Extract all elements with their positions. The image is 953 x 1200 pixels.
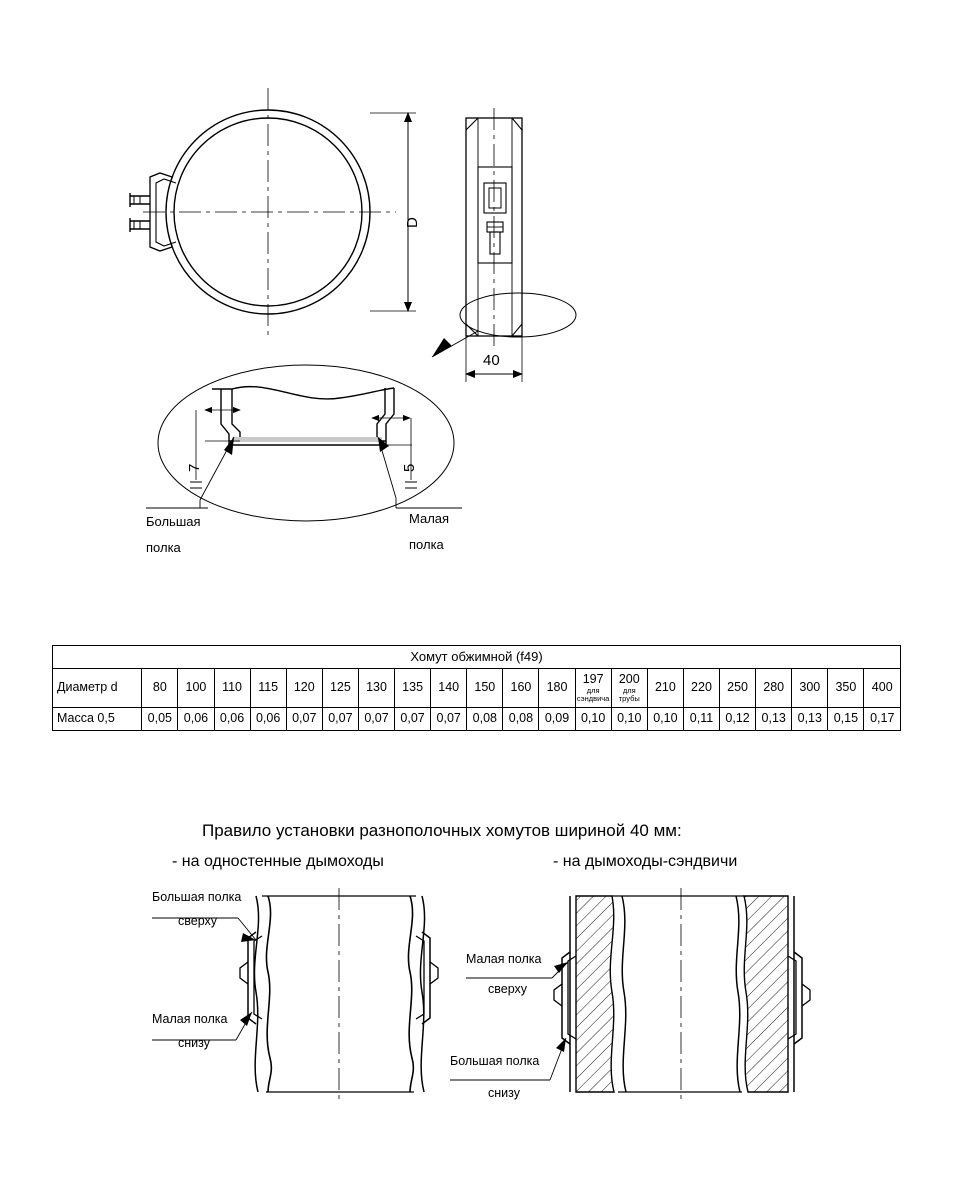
- diameter-cell-pipe: [611, 669, 647, 708]
- mass-cell: 0,08: [467, 708, 503, 731]
- spec-table: [52, 645, 901, 731]
- diameter-value: 250: [727, 680, 749, 695]
- diameter-value: 197: [582, 672, 604, 687]
- right-bottom-label-line1: Большая полка: [450, 1054, 540, 1068]
- diameter-value: 300: [799, 680, 821, 695]
- diameter-cell: [395, 669, 431, 708]
- diameter-value: 115: [258, 680, 279, 695]
- diameter-cell: [322, 669, 358, 708]
- diameter-cell: [792, 669, 828, 708]
- mass-cell: 0,10: [647, 708, 683, 731]
- mass-cell: 0,06: [250, 708, 286, 731]
- mass-cell: 0,09: [539, 708, 575, 731]
- diameter-value: 200: [618, 672, 640, 687]
- callout-big-flange-line1: Большая: [146, 514, 201, 529]
- table-diameter-row: [53, 669, 901, 708]
- row-label-diameter: Диаметр d: [53, 669, 142, 708]
- dimension-big-flange-label: 7: [186, 463, 203, 472]
- diameter-cell: [756, 669, 792, 708]
- mass-cell: 0,07: [358, 708, 394, 731]
- mass-cell: 0,07: [286, 708, 322, 731]
- diameter-cell: [178, 669, 214, 708]
- row-label-mass: Масса 0,5: [53, 708, 142, 731]
- diameter-cell: [467, 669, 503, 708]
- diameter-cell: [828, 669, 864, 708]
- diameter-value: 220: [691, 680, 712, 695]
- diameter-cell: [250, 669, 286, 708]
- right-bottom-label-line2: снизу: [488, 1086, 520, 1100]
- mass-cell: 0,15: [828, 708, 864, 731]
- diameter-cell: [358, 669, 394, 708]
- diameter-value: 135: [402, 680, 424, 695]
- diameter-value: 400: [871, 680, 893, 695]
- diameter-note1: для: [622, 686, 636, 695]
- rules-right-subtitle: - на дымоходы-сэндвичи: [553, 853, 738, 870]
- left-top-label-line2: сверху: [178, 914, 218, 928]
- diameter-value: 160: [510, 680, 532, 695]
- diameter-value: 80: [152, 680, 167, 695]
- table-title: Хомут обжимной (f49): [53, 646, 901, 669]
- diameter-cell-sandwich: [575, 669, 611, 708]
- diameter-cell: [214, 669, 250, 708]
- callout-small-flange-line2: полка: [409, 537, 444, 552]
- diameter-note2: трубы: [618, 693, 640, 703]
- mass-cell: 0,07: [395, 708, 431, 731]
- diameter-value: 280: [763, 680, 785, 695]
- mass-cell: 0,10: [575, 708, 611, 731]
- mass-cell: 0,13: [792, 708, 828, 731]
- diameter-cell: [286, 669, 322, 708]
- mass-cell: 0,17: [864, 708, 901, 731]
- left-bottom-label-line1: Малая полка: [152, 1012, 228, 1026]
- mass-cell: 0,05: [142, 708, 178, 731]
- diameter-cell: [683, 669, 719, 708]
- left-top-label-line1: Большая полка: [152, 890, 242, 904]
- diameter-cell: [503, 669, 539, 708]
- mass-cell: 0,08: [503, 708, 539, 731]
- table-mass-row: [53, 708, 901, 731]
- dimension-width-label: 40: [483, 352, 500, 369]
- diameter-cell: [431, 669, 467, 708]
- mass-cell: 0,07: [431, 708, 467, 731]
- mass-cell: 0,07: [322, 708, 358, 731]
- diameter-cell: [864, 669, 901, 708]
- diameter-note2: сэндвича: [576, 693, 610, 703]
- callout-small-flange-line1: Малая: [409, 511, 450, 526]
- rules-left-subtitle: - на одностенные дымоходы: [172, 853, 384, 870]
- diameter-value: 110: [222, 680, 243, 695]
- diameter-value: 180: [546, 680, 568, 695]
- spec-table-container: [52, 645, 901, 731]
- diameter-value: 210: [654, 680, 676, 695]
- right-top-label-line1: Малая полка: [466, 952, 542, 966]
- diameter-value: 150: [474, 680, 496, 695]
- mass-cell: 0,10: [611, 708, 647, 731]
- right-top-label-line2: сверху: [488, 982, 528, 996]
- diameter-value: 130: [366, 680, 387, 695]
- diameter-cell: [720, 669, 756, 708]
- diameter-value: 100: [185, 680, 207, 695]
- table-title-row: [53, 646, 901, 669]
- dimension-small-flange-label: 5: [401, 463, 418, 472]
- diameter-value: 125: [329, 680, 351, 695]
- diameter-value: 350: [835, 680, 857, 695]
- diameter-cell: [647, 669, 683, 708]
- callout-big-flange-line2: полка: [146, 540, 181, 555]
- mass-cell: 0,11: [683, 708, 719, 731]
- mass-cell: 0,13: [756, 708, 792, 731]
- mass-cell: 0,06: [214, 708, 250, 731]
- diameter-cell: [142, 669, 178, 708]
- diameter-value: 120: [293, 680, 315, 695]
- dimension-D-label: D: [404, 217, 421, 228]
- mass-cell: 0,06: [178, 708, 214, 731]
- diameter-note1: для: [586, 686, 600, 695]
- diameter-cell: [539, 669, 575, 708]
- left-bottom-label-line2: снизу: [178, 1036, 210, 1050]
- diameter-value: 140: [438, 680, 460, 695]
- rules-title: Правило установки разнополочных хомутов шириной 40 мм:: [202, 821, 682, 840]
- mass-cell: 0,12: [720, 708, 756, 731]
